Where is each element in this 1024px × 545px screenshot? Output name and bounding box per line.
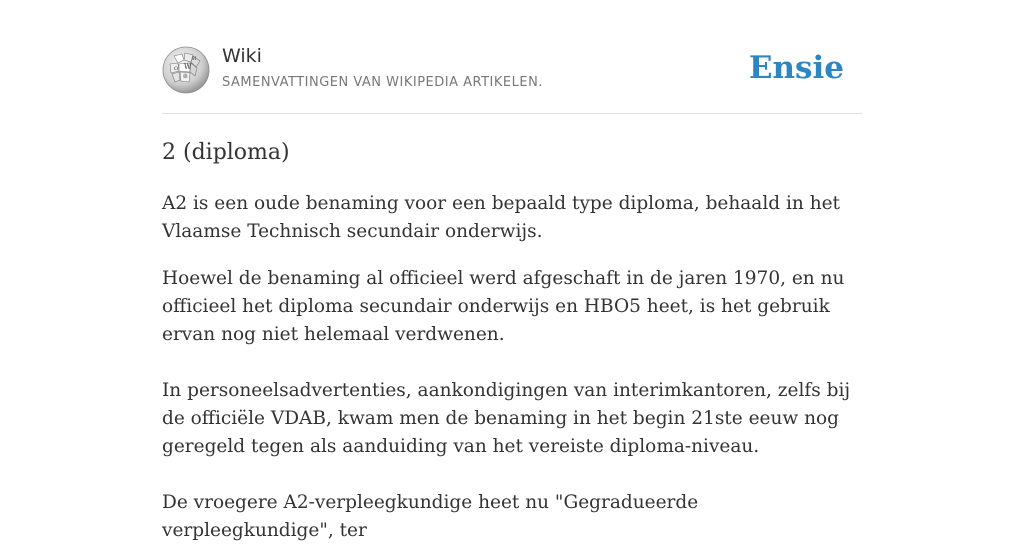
article-paragraph: Hoewel de benaming al officieel werd afgeschaft in de jaren 1970, en nu officieel het diploma secundair onderwijs en HBO5 heet, is het gebruik ervan nog niet helemaal verdwenen. xyxy=(162,268,845,345)
article-paragraph: In personeelsadvertenties, aankondigingen van interimkantoren, zelfs bij de officiële VDAB, kwam men de benaming in het begin 21ste eeuw nog geregeld tegen als aanduiding van het vereiste diploma-niveau. xyxy=(162,380,851,457)
wikipedia-globe-icon[interactable] xyxy=(162,46,210,94)
article-paragraph: A2 is een oude benaming voor een bepaald type diploma, behaald in het Vlaamse Technisch secundair onderwijs. xyxy=(162,193,840,242)
svg-text:維: 維 xyxy=(183,74,189,80)
svg-text:W: W xyxy=(184,63,192,71)
ensie-brand-link[interactable]: Ensie xyxy=(748,50,844,86)
svg-text:Ω: Ω xyxy=(174,66,179,72)
svg-text:И: И xyxy=(192,56,197,62)
page-container xyxy=(162,0,862,545)
site-header xyxy=(162,0,862,114)
site-name[interactable]: Wiki xyxy=(222,45,262,67)
article-title: 2 (diploma) xyxy=(162,140,290,165)
site-tagline: SAMENVATTINGEN VAN WIKIPEDIA ARTIKELEN. xyxy=(222,75,543,90)
article-paragraph: De vroegere A2-verpleegkundige heet nu "Gegradueerde verpleegkundige", ter xyxy=(162,492,699,541)
